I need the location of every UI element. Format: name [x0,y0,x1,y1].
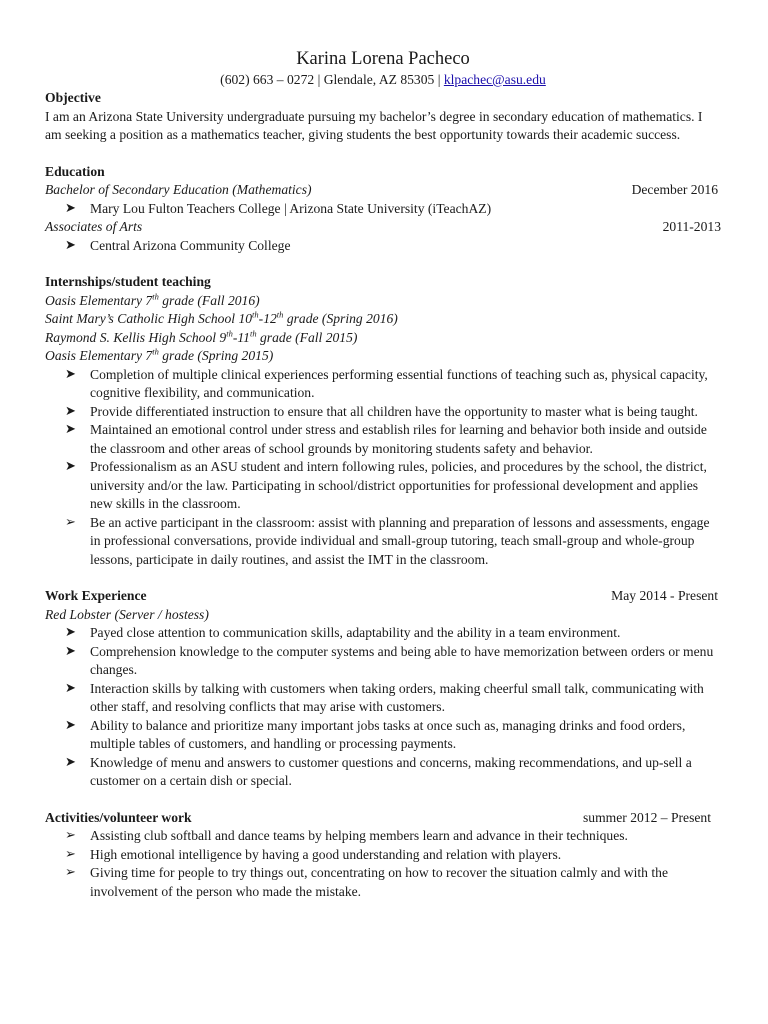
degree-date: 2011-2013 [662,219,721,234]
placement-line: Oasis Elementary 7th grade (Spring 2015) [45,346,274,363]
degree-date: December 2016 [631,182,718,197]
employer-name: Red Lobster (Server / hostess) [45,606,209,622]
resume-page [45,48,721,901]
arrow-bullet-icon: ➤ [65,754,76,770]
outline-arrow-bullet-icon: ➢ [65,514,76,530]
list-item [45,237,721,256]
list-item: ➤ Ability to balance and prioritize many important jobs tasks at once such as, managing drinks and food orders, multiple tables of customers, and handling or processing payments. [65,717,686,751]
email-link[interactable]: klpachec@asu.edu [443,72,546,87]
list-item: ➤ Interaction skills by talking with customers when taking orders, making cheerful small talk, communicating with other staff, and resolving conflicts that may arise with customers. [65,680,704,714]
objective-text: I am an Arizona State University undergraduate pursuing my bachelor’s degree in secondary education of mathematics. I am seeking a position as a mathematics teacher, giving students the best opportunity towards their academic success. [45,108,703,142]
contact-details: (602) 663 – 0272 | Glendale, AZ 85305 | [220,72,444,87]
degree-title: Associates of Arts [45,219,143,234]
activities-heading-row [45,809,721,828]
work-date: May 2014 - Present [611,588,718,603]
list-item: ➢ Giving time for people to try things out, concentrating on how to recover the situation calmly and with the involvement of the person who made the mistake. [65,865,668,899]
arrow-bullet-icon: ➤ [65,237,76,253]
list-item: ➢ High emotional intelligence by having a good understanding and relation with players. [45,846,721,865]
arrow-bullet-icon: ➤ [65,200,76,216]
list-item: ➤ Payed close attention to communication skills, adaptability and the ability in a team environment. [45,624,721,643]
activities-bullets [45,827,721,901]
arrow-bullet-icon: ➤ [65,459,76,474]
outline-arrow-bullet-icon: ➢ [65,865,76,880]
placement-list [45,292,721,366]
arrow-bullet-icon: ➤ [65,625,76,640]
degree-row [45,181,721,200]
list-item: ➤ Provide differentiated instruction to ensure that all children have the opportunity to master what is being taught. [45,403,721,422]
arrow-bullet-icon: ➤ [65,717,76,733]
arrow-bullet-icon: ➤ [65,422,76,437]
education-list [45,181,721,255]
degree-detail: Central Arizona Community College [90,237,291,253]
arrow-bullet-icon: ➤ [65,680,76,696]
list-item: ➤ Maintained an emotional control under stress and establish riles for learning and behavior both inside and outside the classroom and other areas of school grounds by monitoring students safety and behavior. [65,422,707,456]
contact-line [45,71,721,89]
degree-detail: Mary Lou Fulton Teachers College | Arizona State University (iTeachAZ) [90,200,492,216]
list-item: ➢ Be an active participant in the classroom: assist with planning and preparation of lessons and assessments, engage in professional conversations, provide individual and small-group tutoring, teach small-group and whole-group lessons, participate in daily routines, and assist the IMT in the classroom. [65,514,710,567]
outline-arrow-bullet-icon: ➢ [65,846,76,862]
education-heading: Education [45,163,105,179]
placement-line: Raymond S. Kellis High School 9th-11th grade (Fall 2015) [45,327,358,345]
list-item: ➢ Assisting club softball and dance teams by helping members learn and advance in their techniques. [45,827,721,846]
placement-line: Saint Mary’s Catholic High School 10th-12th grade (Spring 2016) [45,309,398,326]
degree-row [45,218,721,237]
internships-heading: Internships/student teaching [45,274,211,289]
list-item: ➤ Professionalism as an ASU student and intern following rules, policies, and procedures by the school, the district, university and/or the law. Participating in school/district opportunities for professional development and applies new skills in the classroom. [65,459,707,511]
outline-arrow-bullet-icon: ➢ [65,828,76,843]
list-item: ➤ Completion of multiple clinical experiences performing essential functions of teaching such as, physical capacity, cognitive flexibility, and communication. [65,366,708,400]
list-item [45,200,721,219]
list-item: ➤ Comprehension knowledge to the computer systems and being able to have memorization between orders or menu changes. [65,643,714,677]
internship-bullets [45,366,721,570]
activities-date: summer 2012 – Present [583,809,711,825]
candidate-name: Karina Lorena Pacheco [296,49,470,69]
work-heading: Work Experience [45,588,147,603]
placement-line: Oasis Elementary 7th grade (Fall 2016) [45,290,260,308]
arrow-bullet-icon: ➤ [65,366,76,382]
work-bullets [45,624,721,791]
arrow-bullet-icon: ➤ [65,643,76,659]
list-item: ➤ Knowledge of menu and answers to customer questions and concerns, making recommendations, and up-sell a customer on a certain dish or special. [65,754,692,788]
activities-heading: Activities/volunteer work [45,809,192,825]
arrow-bullet-icon: ➤ [65,403,76,419]
objective-heading: Objective [45,90,101,105]
work-heading-row [45,587,721,606]
degree-title: Bachelor of Secondary Education (Mathematics) [45,182,312,197]
